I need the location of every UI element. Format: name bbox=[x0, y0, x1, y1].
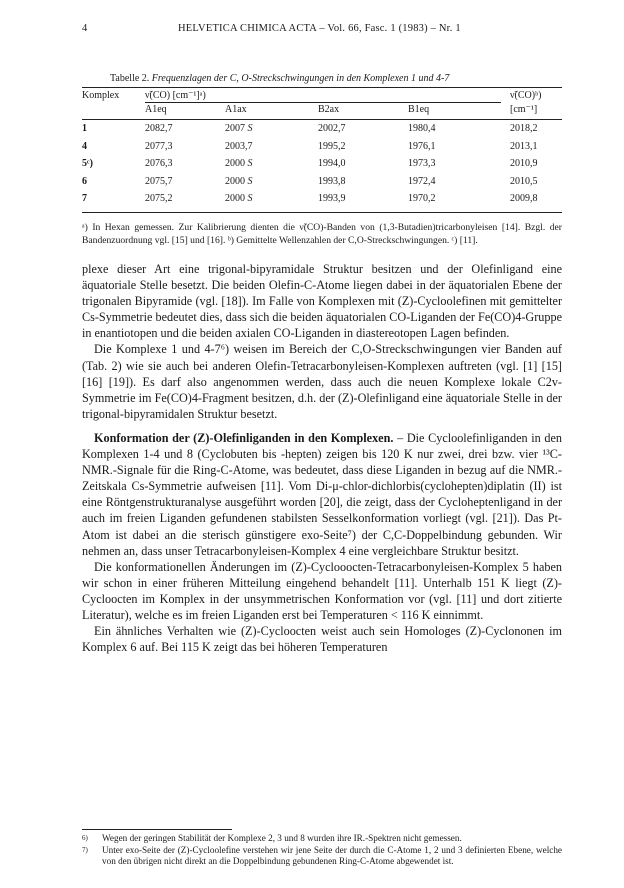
table-cell-a1ax: 2007 S bbox=[225, 123, 253, 134]
paragraph-4: Die konformationellen Änderungen im (Z)-Cyclooocten-Tetracarbonyleisen-Komplex 5 haben wir schon in einer früheren Mitteilung eingehend behandelt [11]. Unterhalb 151 K liegt (Z)-Cycloocten im Komplex in der unsymmetrischen Konformation vor (vgl. [11] und dort zitierte Literatur), welche es im freien Liganden erst bei Temperaturen < 116 K einnimmt. bbox=[82, 559, 562, 622]
page-number: 4 bbox=[82, 23, 88, 34]
table-cell-shoulder-mark: S bbox=[245, 158, 253, 170]
footnote-6 bbox=[82, 833, 562, 845]
section-heading: Konformation der (Z)-Olefinliganden in den Komplexen. bbox=[94, 430, 394, 445]
table-cell-a1ax: 2000 S bbox=[225, 193, 253, 205]
footnote-6-text: Wegen der geringen Stabilität der Komplexe 2, 3 und 8 wurden ihre IR.-Spektren nicht gemessen. bbox=[102, 833, 462, 843]
column-header-b1eq: B1eq bbox=[408, 104, 430, 115]
footnotes bbox=[82, 833, 562, 868]
table-notes: ᵃ) In Hexan gemessen. Zur Kalibrierung dienten die ν̃(CO)-Banden von (1,3-Butadien)tricarbonyleisen [14]. Bzgl. der Bandenzuordnung vgl. [15] und [16]. ᵇ) Gemittelte Wellenzahlen der C,O-Streckschwingungen. ᶜ) [11]. bbox=[82, 222, 562, 246]
paragraph-5: Ein ähnliches Verhalten wie (Z)-Cycloocten weist auch sein Homologes (Z)-Cyclononen im Komplex 6 auf. Bei 115 K zeigt das bei höheren Temperaturen bbox=[82, 624, 562, 655]
column-group-rule bbox=[145, 102, 501, 103]
column-header-komplex: Komplex bbox=[82, 90, 120, 101]
table-cell-b2ax: 1995,2 bbox=[318, 140, 346, 152]
footnote-7-text: Unter exo-Seite der (Z)-Cycloolefine verstehen wir jene Seite der durch die C-Atome 1, 2 und 3 definierten Ebene, welche von den übrigen nicht direkt an die Doppelbindung gebundenen Ring-C-Atome abgewendet ist. bbox=[102, 844, 562, 866]
table-cell-k: 1 bbox=[82, 123, 87, 134]
table-cell-a1eq: 2075,2 bbox=[145, 193, 173, 205]
body-text bbox=[82, 261, 562, 655]
table-cell-a1ax: 2003,7 bbox=[225, 140, 253, 152]
table-cell-b1eq: 1972,4 bbox=[408, 175, 436, 187]
table-cell-k: 5ᶜ) bbox=[82, 158, 93, 170]
table-top-rule bbox=[82, 87, 562, 88]
column-header-unit: [cm⁻¹] bbox=[510, 104, 538, 115]
table-cell-a1eq: 2075,7 bbox=[145, 175, 173, 187]
paragraph-3 bbox=[82, 430, 562, 559]
table-cell-k: 6 bbox=[82, 175, 87, 187]
paragraph-2: Die Komplexe 1 und 4-7⁶) weisen im Bereich der C,O-Streckschwingungen vier Banden auf (Tab. 2) wie sie auch bei anderen Olefin-Tetracarbonyleisen-Komplexen auftreten (vgl. [1] [15] [16] [19]). Es darf also angenommen werden, dass auch die neuen Komplexe lokale C2v-Symmetrie im Fe(CO)4-Fragment besitzen, d.h. der (Z)-Olefinligand eine äquatoriale Stelle in der trigonal-bipyramidalen Struktur besetzt. bbox=[82, 342, 562, 421]
table-cell-k: 4 bbox=[82, 140, 87, 152]
table-cell-b1eq: 1980,4 bbox=[408, 123, 436, 134]
column-header-a1eq: A1eq bbox=[145, 104, 167, 115]
table-caption bbox=[110, 73, 449, 84]
table-cell-b2ax: 1994,0 bbox=[318, 158, 346, 170]
journal-running-title: HELVETICA CHIMICA ACTA – Vol. 66, Fasc. 1 (1983) – Nr. 1 bbox=[178, 23, 461, 34]
footnote-7-mark: 7) bbox=[82, 845, 88, 854]
page-header bbox=[82, 23, 558, 39]
footnote-7 bbox=[82, 845, 562, 868]
paragraph-1: plexe dieser Art eine trigonal-bipyramidale Struktur besitzen und der Olefinligand eine äquatoriale Stelle besetzt. Die beiden Olefin-C-Atome liegen dabei in der äquatorialen Ebene der trigonalen Bipyramide (vgl. [18]). Im Falle von Komplexen mit (Z)-Cycloolefinen mit gemittelter Cs-Symmetrie bedeutet dies, dass sich die beiden äquatorialen CO-Liganden der Fe(CO)4-Gruppe in enantiotopen und die beiden axialen CO-Liganden in diastereotopen Lagen befinden. bbox=[82, 262, 562, 341]
table-cell-avg: 2018,2 bbox=[510, 123, 538, 134]
table-cell-a1eq: 2082,7 bbox=[145, 123, 173, 134]
table-bottom-rule bbox=[82, 212, 562, 213]
table-cell-avg: 2013,1 bbox=[510, 140, 538, 152]
footnote-rule bbox=[82, 829, 232, 830]
table-cell-b1eq: 1973,3 bbox=[408, 158, 436, 170]
column-header-frequency: ν̃(CO) [cm⁻¹]ᵃ) bbox=[145, 90, 206, 101]
table-cell-avg: 2010,9 bbox=[510, 158, 538, 170]
column-header-b2ax: B2ax bbox=[318, 104, 340, 115]
table-cell-b1eq: 1970,2 bbox=[408, 193, 436, 205]
table-cell-b2ax: 1993,9 bbox=[318, 193, 346, 205]
table-cell-a1eq: 2076,3 bbox=[145, 158, 173, 170]
column-header-a1ax: A1ax bbox=[225, 104, 247, 115]
footnote-6-mark: 6) bbox=[82, 834, 88, 842]
table-cell-a1ax: 2000 S bbox=[225, 175, 253, 187]
table-caption-label: Tabelle 2. bbox=[110, 73, 150, 84]
table-cell-shoulder-mark: S bbox=[245, 193, 253, 205]
table-cell-b2ax: 1993,8 bbox=[318, 175, 346, 187]
table-cell-b1eq: 1976,1 bbox=[408, 140, 436, 152]
column-header-average-frequency: ν̃(CO)ᵇ) bbox=[510, 90, 542, 101]
table-cell-avg: 2009,8 bbox=[510, 193, 538, 205]
table-cell-a1ax: 2000 S bbox=[225, 158, 253, 170]
paragraph-3-text: – Die Cycloolefinliganden in den Komplexen 1-4 und 8 (Cyclobuten bis -hepten) zeigen bis 120 K nur zwei, drei bzw. vier ¹³C-NMR.-Signale für die Ring-C-Atome, was bedeutet, dass diese Liganden in bezug auf die NMR.-Zeitskala Cs-Symmetrie aufweisen [11]. Vom Di-μ-chlor-dichlorbis(cyclohepten)diplatin (II) ist eine Röntgenstrukturanalyse ausgeführt worden [20], die zeigt, dass der Cycloheptenligand in der auch im freien Liganden gefundenen stabilsten Sesselkonformation vorliegt (vgl. [21]). Das Pt-Atom ist dabei an die sterisch günstigere exo-Seite⁷) der C,C-Doppelbindung gebunden. Wir nehmen an, dass unser Tetracarbonyleisen-Komplex 4 eine vergleichbare Struktur besitzt. bbox=[82, 430, 563, 558]
table-caption-text: Frequenzlagen der C, O-Streckschwingungen in den Komplexen 1 und 4-7 bbox=[151, 73, 450, 84]
table-cell-shoulder-mark: S bbox=[245, 175, 253, 187]
table-cell-k: 7 bbox=[82, 193, 87, 205]
table-cell-avg: 2010,5 bbox=[510, 175, 538, 187]
table-cell-b2ax: 2002,7 bbox=[318, 123, 346, 134]
table-cell-a1eq: 2077,3 bbox=[145, 140, 173, 152]
table-header-rule bbox=[82, 119, 562, 120]
table-cell-shoulder-mark: S bbox=[245, 123, 253, 134]
